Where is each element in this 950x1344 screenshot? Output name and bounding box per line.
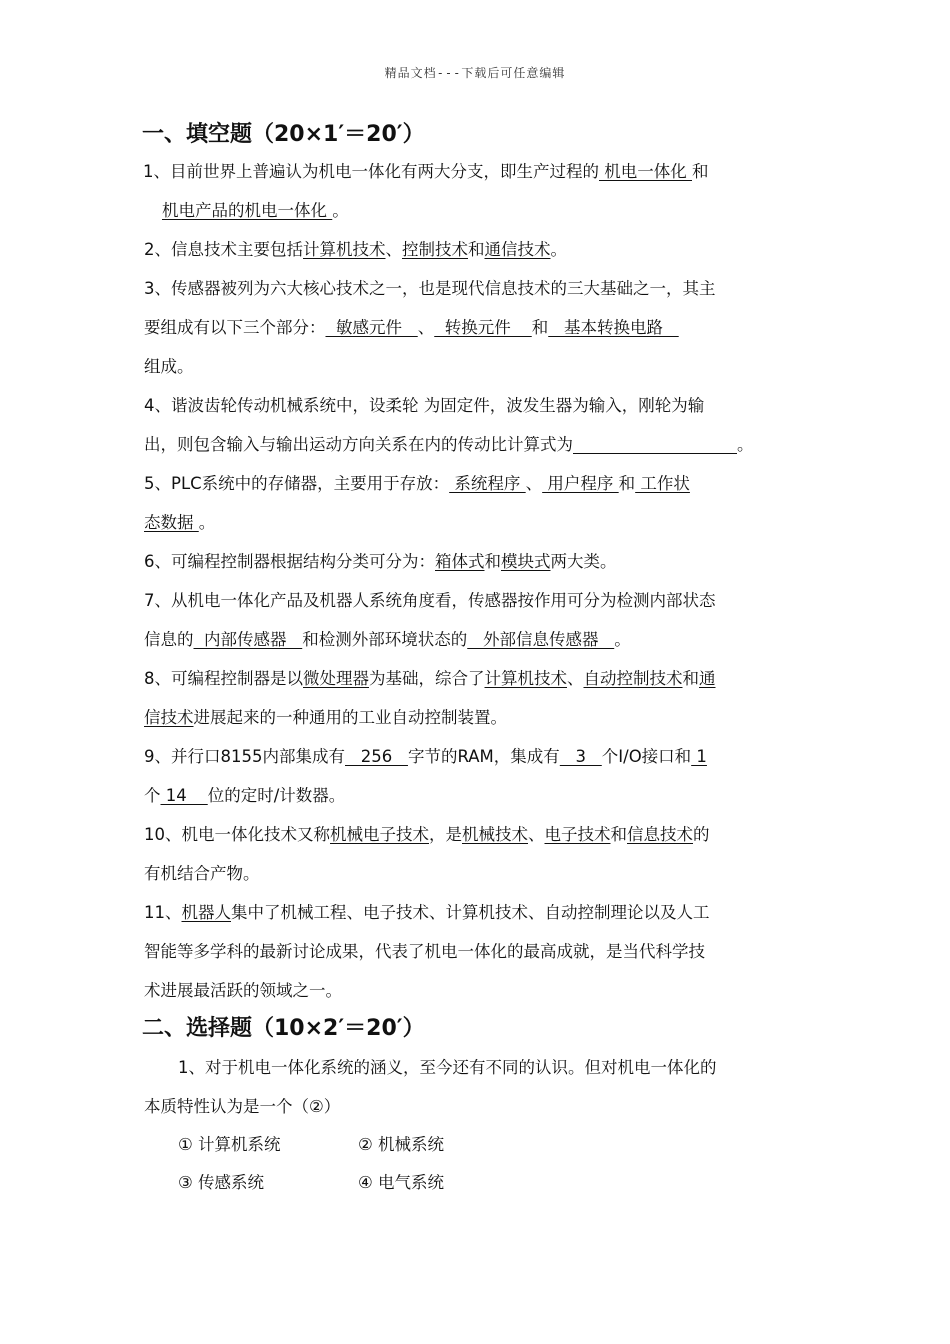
question-5-line-2: 态数据 。 [144, 513, 216, 532]
question-1-line-2: 机电产品的机电一体化 。 [162, 201, 349, 220]
answer: 机电产品的机电一体化 [162, 201, 333, 220]
answer: 计算机技术 [303, 240, 386, 259]
option-4: ④ 电气系统 [358, 1173, 445, 1192]
answer: 14 [160, 786, 208, 805]
question-9-line-2: 个 14 位的定时/计数器。 [144, 786, 346, 805]
answer: 自动控制技术 [583, 669, 683, 688]
answer: 基本转换电路 [548, 318, 679, 337]
question-11-line-3: 术进展最活跃的领域之一。 [144, 981, 342, 1000]
option-3: ③ 传感系统 [178, 1173, 265, 1192]
answer: 内部传感器 [193, 630, 303, 649]
question-10-line-1: 10、机电一体化技术又称机械电子技术，是机械技术、电子技术和信息技术的 [144, 825, 710, 844]
answer: 工作状 [635, 474, 690, 493]
exam-content [144, 118, 810, 1202]
answer: 通 [699, 669, 716, 688]
answer: 信息技术 [627, 825, 693, 844]
answer: 态数据 [144, 513, 199, 532]
answer: 用户程序 [542, 474, 619, 493]
question-4-line-2: 出，则包含输入与输出运动方向关系在内的传动比计算式为 。 [144, 435, 754, 454]
answer: 外部信息传感器 [467, 630, 615, 649]
question-8-line-1: 8、可编程控制器是以微处理器为基础，综合了计算机技术、自动控制技术和通 [144, 669, 716, 688]
mc-question-1-options [178, 1126, 810, 1202]
mc-question-1-line-2: 本质特性认为是一个（②） [144, 1097, 341, 1116]
question-9-line-1: 9、并行口8155内部集成有 256 字节的RAM，集成有 3 个I/O接口和 1 [144, 747, 707, 766]
question-3-line-3: 组成。 [144, 357, 194, 376]
answer: 机器人 [181, 903, 231, 922]
page-header: 精品文档---下载后可任意编辑 [384, 66, 566, 80]
option-2: ② 机械系统 [358, 1135, 445, 1154]
question-4-line-1: 4、谐波齿轮传动机械系统中，设柔轮 为固定件，波发生器为输入，刚轮为输 [144, 396, 705, 415]
answer: 通信技术 [484, 240, 551, 259]
answer: 系统程序 [449, 474, 526, 493]
answer: 电子技术 [544, 825, 611, 844]
answer: 机电一体化 [599, 162, 692, 181]
answer: 1 [691, 747, 707, 766]
answer: 转换元件 [434, 318, 532, 337]
answer-blank [573, 437, 737, 455]
question-10-line-2: 有机结合产物。 [144, 864, 260, 883]
question-11-line-1: 11、机器人集中了机械工程、电子技术、计算机技术、自动控制理论以及人工 [144, 903, 710, 922]
question-3-line-2: 要组成有以下三个部分： 敏感元件 、 转换元件 和 基本转换电路 [144, 318, 679, 337]
answer: 机械电子技术 [330, 825, 429, 844]
question-11-line-2: 智能等多学科的最新讨论成果，代表了机电一体化的最高成就，是当代科学技 [144, 942, 705, 961]
question-7-line-1: 7、从机电一体化产品及机器人系统角度看，传感器按作用可分为检测内部状态 [144, 591, 716, 610]
question-2: 2、信息技术主要包括计算机技术、控制技术和通信技术。 [144, 240, 567, 259]
answer: 模块式 [501, 552, 551, 571]
answer: 信技术 [144, 708, 194, 727]
option-1: ① 计算机系统 [178, 1135, 281, 1154]
question-8-line-2: 信技术进展起来的一种通用的工业自动控制装置。 [144, 708, 507, 727]
section-title-fill-blank: 一、填空题（20×1′＝20′） [142, 122, 425, 147]
section-title-multiple-choice: 二、选择题（10×2′＝20′） [142, 1016, 425, 1041]
answer: 敏感元件 [325, 318, 418, 337]
answer: 机械技术 [462, 825, 528, 844]
mc-question-1-line-1: 1、对于机电一体化系统的涵义，至今还有不同的认识。但对机电一体化的 [178, 1058, 717, 1077]
question-6: 6、可编程控制器根据结构分类可分为：箱体式和模块式两大类。 [144, 552, 617, 571]
question-1-line-1: 1、目前世界上普遍认为机电一体化有两大分支，即生产过程的 机电一体化 和 [143, 162, 709, 181]
answer: 3 [559, 747, 602, 766]
answer: 微处理器 [303, 669, 369, 688]
answer: 箱体式 [435, 552, 485, 571]
answer: 控制技术 [402, 240, 468, 259]
answer: 256 [345, 747, 408, 766]
question-5-line-1: 5、PLC系统中的存储器，主要用于存放： 系统程序 、 用户程序 和 工作状 [144, 474, 690, 493]
question-7-line-2: 信息的 内部传感器 和检测外部环境状态的 外部信息传感器 。 [144, 630, 631, 649]
question-3-line-1: 3、传感器被列为六大核心技术之一，也是现代信息技术的三大基础之一，其主 [144, 279, 716, 298]
answer: 计算机技术 [484, 669, 567, 688]
